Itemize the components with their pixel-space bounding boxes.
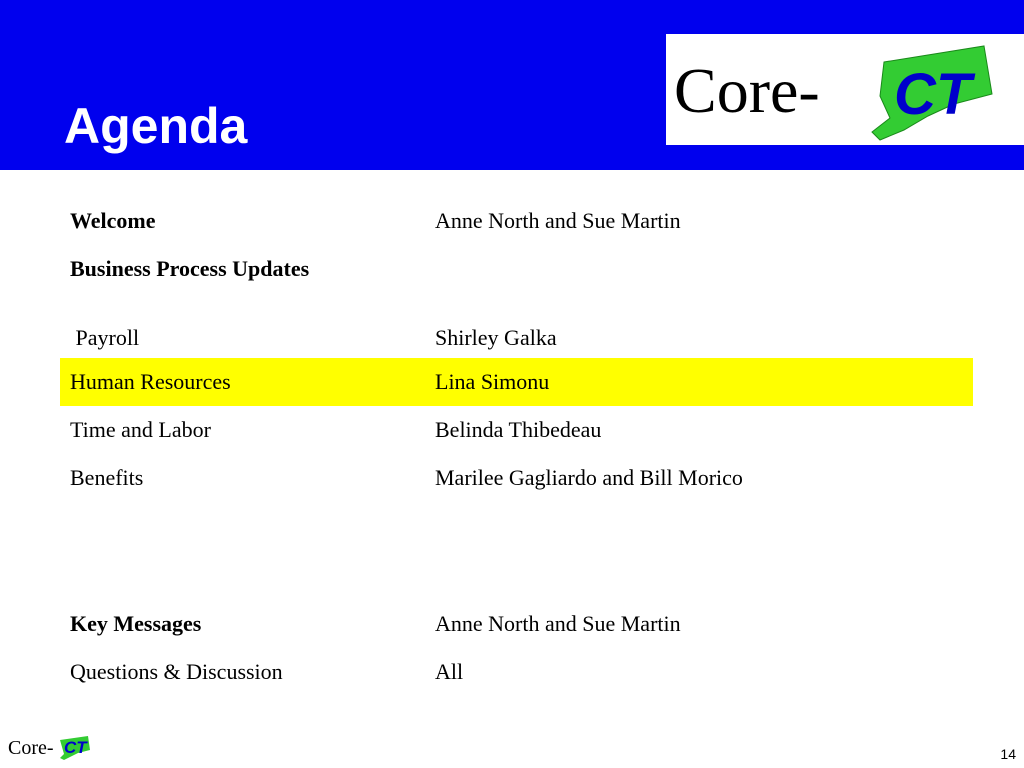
agenda-row-business-process-updates — [60, 252, 973, 286]
logo-prefix-text: Core- — [674, 55, 820, 126]
agenda-row-welcome — [60, 204, 973, 238]
agenda-row-benefits — [60, 461, 973, 495]
footer-logo — [8, 732, 92, 767]
agenda-row-human-resources — [60, 358, 973, 406]
slide-title: Agenda — [64, 98, 248, 154]
agenda-item: Benefits — [70, 465, 144, 490]
agenda-item: Human Resources — [70, 369, 231, 394]
agenda-row-questions-discussion — [60, 655, 973, 689]
agenda-presenter: Marilee Gagliardo and Bill Morico — [435, 465, 743, 490]
agenda-presenter: Anne North and Sue Martin — [435, 208, 681, 233]
agenda-row-payroll — [60, 321, 973, 355]
core-ct-logo — [666, 34, 1024, 145]
footer-logo-suffix-text: CT — [64, 738, 87, 757]
agenda-item: Welcome — [70, 208, 156, 233]
agenda-item: Key Messages — [70, 611, 202, 636]
agenda-item: Payroll — [70, 325, 140, 350]
logo-suffix-text: CT — [894, 62, 972, 127]
agenda-presenter: Lina Simonu — [435, 369, 550, 394]
agenda-presenter: Anne North and Sue Martin — [435, 611, 681, 636]
agenda-presenter: Belinda Thibedeau — [435, 417, 602, 442]
page-number: 14 — [1000, 746, 1016, 762]
agenda-item: Business Process Updates — [70, 256, 310, 281]
agenda-presenter: Shirley Galka — [435, 325, 557, 350]
agenda-item: Questions & Discussion — [70, 659, 283, 684]
agenda-item: Time and Labor — [70, 417, 211, 442]
agenda-row-time-and-labor — [60, 413, 973, 447]
footer-logo-prefix-text: Core- — [8, 737, 54, 759]
agenda-presenter: All — [435, 659, 464, 684]
agenda-row-key-messages — [60, 607, 973, 641]
